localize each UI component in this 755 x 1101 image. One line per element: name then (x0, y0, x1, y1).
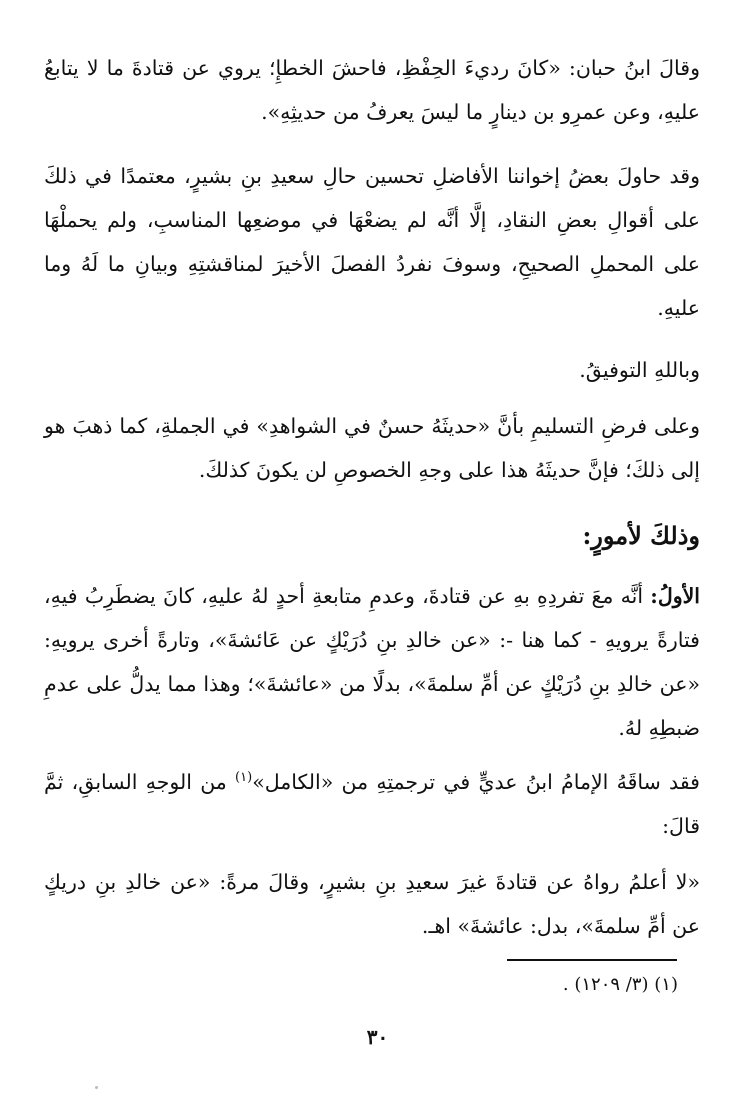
page-number: ٣٠ (366, 1025, 389, 1049)
first-reason-label: الأولُ: (650, 584, 700, 608)
footnote-text: (١) (٣/ ١٢٠٩) . (562, 974, 678, 995)
paragraph-ibn-adi-quote: «لا أعلمُ رواهُ عن قتادةَ غيرَ سعيدِ بنِ بشيرٍ، وقالَ مرةً: «عن خالدِ بنِ دريكٍ عن أمِّ سلمةَ»، بدل: عائشةَ» اهـ. (44, 870, 701, 938)
paragraph-ibn-adi (44, 760, 700, 848)
scan-speck (95, 1086, 98, 1089)
paragraph-brothers-attempt: وقد حاولَ بعضُ إخواننا الأفاضلِ تحسين حالِ سعيدِ بنِ بشيرٍ، معتمدًا في ذلكَ على أقوالِ بعضِ النقادِ، إلَّا أنَّه لم يضعْهَا في موضعِها المناسبِ، ولم يحملْهَا على المحملِ الصحيحِ، وسوفَ نفردُ الفصلَ الأخيرَ لمناقشتِهِ وبيانِ ما لَهُ وما عليهِ. (44, 164, 700, 320)
paragraph-tawfiq: وباللهِ التوفيقُ. (579, 358, 700, 382)
paragraph-ibn-hibban-quote: وقالَ ابنُ حبان: «كانَ رديءَ الحِفْظِ، فاحشَ الخطإِ؛ يروي عن قتادةَ ما لا يتابعُ عليهِ، وعن عمرِو بن دينارٍ ما ليسَ يعرفُ من حديثِهِ». (44, 56, 700, 124)
ibn-adi-text-before: فقد ساقَهُ الإمامُ ابنُ عديٍّ في ترجمتِهِ من «الكامل» (252, 770, 700, 794)
first-reason-body: أنَّه معَ تفردِهِ بهِ عن قتادةَ، وعدمِ متابعةِ أحدٍ لهُ عليهِ، كانَ يضطَرِبُ فيهِ، فتارةً يرويهِ - كما هنا -: «عن خالدِ بنِ دُرَيْكٍ عن عَائشةَ»، وتارةً أخرى يرويهِ: «عن خالدِ بنِ دُرَيْكٍ عن أمِّ سلمةَ»، بدلًا من «عائشةَ»؛ وهذا مما يدلُّ على عدمِ ضبطِهِ لهُ. (44, 584, 700, 740)
footnote-separator (507, 959, 677, 961)
paragraph-first-reason (44, 574, 700, 750)
ibn-adi-text-after: من الوجهِ السابقِ، ثمَّ قالَ: (44, 770, 700, 838)
section-heading-reasons: وذلكَ لأمورٍ: (582, 521, 700, 550)
paragraph-assumption: وعلى فرضِ التسليمِ بأنَّ «حديثَهُ حسنٌ في الشواهدِ» في الجملةِ، كما ذهبَ هو إلى ذلكَ؛ فإنَّ حديثَهُ هذا على وجهِ الخصوصِ لن يكونَ كذلكَ. (44, 414, 700, 482)
footnote-reference: (١) (235, 770, 253, 786)
